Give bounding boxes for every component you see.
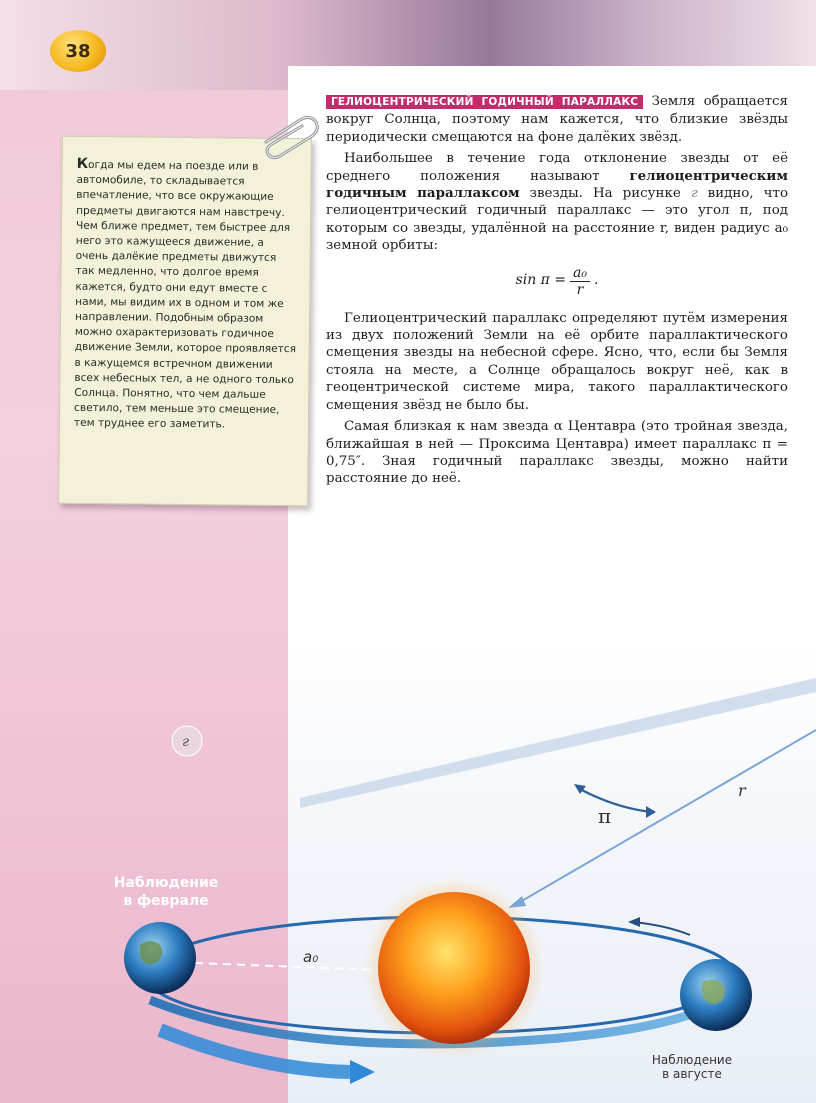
- ray-line: [520, 730, 816, 902]
- label-r: r: [738, 781, 746, 800]
- page-number: 38: [50, 30, 106, 72]
- label-a0: a₀: [303, 948, 319, 966]
- side-note-text: [74, 157, 299, 434]
- article-paragraph-1: [326, 93, 788, 146]
- label-february-line1: Наблюдение: [113, 875, 219, 891]
- p2-text-a: Наибольшее в течение года отклонение звезды от её среднего положения называют: [326, 151, 788, 184]
- parallax-diagram: [0, 640, 816, 1103]
- p1-text: Земля обращается вокруг Солнца, поэтому нам кажется, что близкие звёзды периодически смещаются на фоне далёких звёзд.: [326, 94, 788, 145]
- article: [326, 93, 788, 492]
- formula-numerator: a₀: [570, 265, 590, 282]
- p2-text-b: звезды. На рисунке: [519, 186, 691, 202]
- paperclip-icon: [258, 112, 324, 160]
- figure-label: г: [182, 734, 190, 750]
- label-august-line1: Наблюдение: [651, 1053, 733, 1067]
- label-august-line2: в августе: [662, 1067, 722, 1081]
- radius-line: [195, 963, 380, 970]
- angle-arc-start: [574, 784, 586, 794]
- angle-arc: [578, 788, 652, 812]
- formula-denominator: r: [576, 281, 584, 298]
- side-note-initial: К: [76, 155, 89, 172]
- formula-fraction: [570, 265, 590, 298]
- angle-arc-end: [646, 806, 656, 818]
- side-note: [58, 136, 312, 507]
- label-february-line2: в феврале: [123, 893, 209, 909]
- formula: [326, 265, 788, 298]
- p2-figure-ref: г: [690, 186, 698, 202]
- sun-icon: [378, 892, 530, 1044]
- p2-term: гелиоцентрическим годичным параллаксом: [326, 167, 788, 202]
- orbit-arrow-head: [350, 1060, 375, 1084]
- formula-end: .: [594, 272, 599, 289]
- formula-lhs: sin π =: [515, 272, 567, 289]
- article-paragraph-2: [326, 150, 788, 254]
- article-paragraph-4: Самая близкая к нам звезда α Центавра (это тройная звезда, ближайшая в ней — Проксима Центавра) имеет параллакс π = 0,75″. Зная годичный параллакс звезды, можно найти расстояние до неё.: [326, 419, 788, 487]
- side-note-body: огда мы едем на поезде или в автомобиле, то складывается впечатление, что все окружающие предметы двигаются нам навстречу. Чем ближе предмет, тем быстрее для него это кажущееся движение, а очень далёкие предметы движутся так медленно, что долгое время кажется, будто они едут вместе с нами, мы видим их в одном и том же направлении. Подобным образом можно охарактеризовать годичное движение Земли, которое проявляется в кажущемся встречном движении всех небесных тел, а не одного только Солнца. Понятно, что чем дальше светило, тем меньше это смещение, тем труднее его заметить.: [73, 158, 297, 431]
- article-paragraph-3: Гелиоцентрический параллакс определяют путём измерения из двух положений Земли на её орбите параллактического смещения звезды на небесной сфере. Ясно, что, если бы Земля стояла на месте, а Солнце обращалось вокруг неё, как в геоцентрической системе мира, такого параллактического смещения звёзд не было бы.: [326, 310, 788, 413]
- label-pi: π: [598, 804, 612, 828]
- orbit-small-arrow-head: [628, 917, 640, 927]
- p2-text-c: видно, что гелиоцентрический годичный параллакс — это угол π, под которым со звезды, удалённой на расстояние r, виден радиус a₀ земной орбиты:: [326, 186, 789, 254]
- section-heading: ГЕЛИОЦЕНТРИЧЕСКИЙ ГОДИЧНЫЙ ПАРАЛЛАКС: [326, 95, 643, 109]
